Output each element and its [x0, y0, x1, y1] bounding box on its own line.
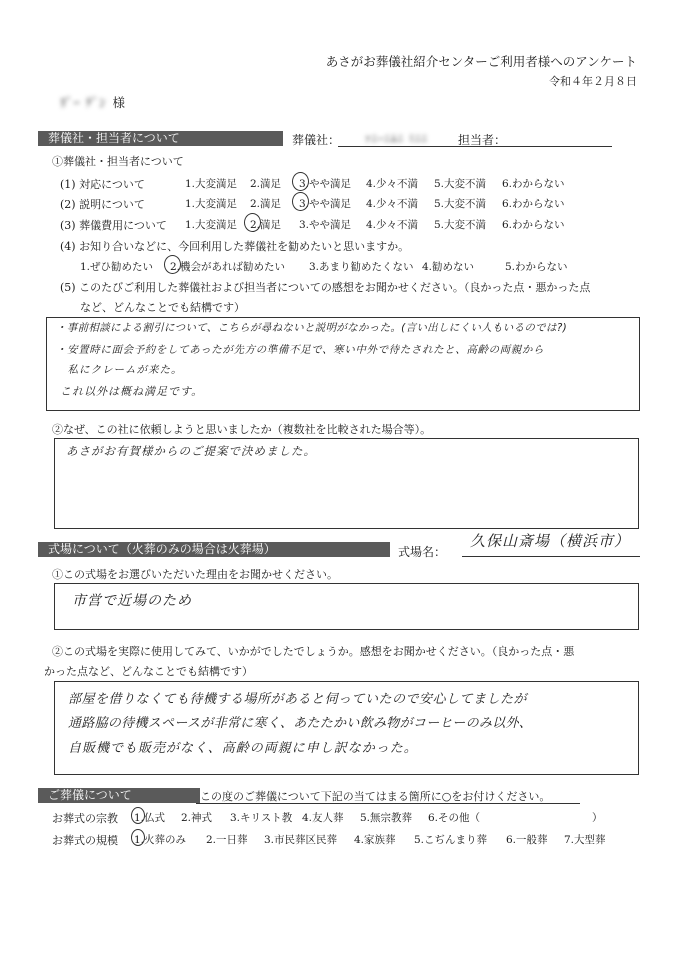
survey-date: 令和４年２月８日: [549, 75, 637, 88]
option: 3.市民葬区民葬: [264, 834, 338, 846]
handwritten-answer: ・安置時に面会予約をしてあったが先方の準備不足で、寒い中外で待たされたと、高齢の両親から: [56, 344, 545, 356]
handwritten-answer: あさがお有賀様からのご提案で決めました。: [66, 444, 316, 458]
row-label: (2) 説明について: [60, 198, 145, 211]
option: 4.少々不満: [366, 178, 419, 190]
religion-label: お葬式の宗教: [52, 812, 118, 825]
handwritten-answer: 通路脇の待機スペースが非常に寒く、あたたかい飲み物がコーヒーのみ以外、: [68, 716, 533, 731]
section-company-header: 葬儀社・担当者について: [38, 131, 283, 146]
option: 2.満足: [250, 198, 282, 210]
selected-circle: [292, 192, 309, 211]
option: 5.大変不満: [434, 198, 487, 210]
option: 1.大変満足: [185, 198, 238, 210]
option: 5.大変不満: [434, 219, 487, 231]
option: 2.満足: [250, 178, 282, 190]
company-underline: [338, 146, 612, 147]
handwritten-answer: 自販機でも販売がなく、高齢の両親に申し訳なかった。: [68, 741, 418, 756]
company-label: 葬儀社：: [292, 133, 341, 147]
handwritten-answer: 私にクレームが来た。: [56, 364, 183, 376]
q5-text: など、どんなことでも結構です）: [80, 301, 245, 314]
row-label: (3) 葬儀費用について: [60, 219, 167, 232]
selected-circle: [131, 829, 145, 846]
venue-q2-text: ②この式場を実際に使用してみて、いかがでしたでしょうか。感想をお聞かせください。（良かった点・悪: [52, 645, 575, 658]
option: 3.やや満足: [299, 178, 352, 190]
option: 5.無宗教葬: [360, 812, 413, 824]
option: 1.大変満足: [185, 219, 238, 231]
option: 3.キリスト教: [230, 812, 293, 824]
option: 6.わからない: [502, 198, 565, 210]
q5-text: (5) このたびご利用した葬儀社および担当者についての感想をお聞かせください。（良かった点・悪かった点: [60, 281, 591, 294]
funeral-instruction: この度のご葬儀について下記の当てはまる箇所に○をお付けください。: [200, 790, 551, 803]
row-label: (1) 対応について: [60, 178, 145, 191]
scale-label: お葬式の規模: [52, 834, 118, 847]
option: 6.その他（: [428, 812, 481, 824]
venue-underline: [462, 556, 640, 557]
option: 2.一日葬: [206, 834, 248, 846]
option: 3.やや満足: [299, 219, 352, 231]
option: 6.わからない: [502, 219, 565, 231]
company-redacted: ｧﾆｰﾆﾑﾆ ﾐﾆﾆ: [365, 132, 428, 145]
selected-circle: [164, 255, 181, 274]
venue-q1-title: ①この式場をお選びいただいた理由をお聞かせください。: [52, 568, 338, 581]
q2-title: ②なぜ、この社に依頼しようと思いましたか（複数社を比較された場合等）。: [52, 423, 432, 436]
redacted-name: ﾘﾞｰ ﾃﾞﾝ: [60, 95, 107, 110]
option: 4.友人葬: [302, 812, 344, 824]
option: 1.仏式: [134, 812, 166, 824]
handwritten-answer: 部屋を借りなくても待機する場所があると伺っていたので安心してましたが: [68, 692, 528, 707]
handwritten-answer: 市営で近場のため: [72, 593, 192, 609]
option: 2.満足: [250, 219, 282, 231]
section-funeral-header: ご葬儀について: [38, 788, 200, 803]
option: 1.大変満足: [185, 178, 238, 190]
survey-title: あさがお葬儀社紹介センターご利用者様へのアンケート: [325, 54, 637, 69]
venue-q2-text: かった点など、どんなことでも結構です）: [44, 665, 253, 678]
option: ）: [592, 812, 603, 824]
option: 3.やや満足: [299, 198, 352, 210]
venue-label: 式場名：: [398, 545, 447, 559]
selected-circle: [131, 807, 145, 824]
client-name: ﾘﾞｰ ﾃﾞﾝ 様: [60, 95, 125, 110]
option: 1.ぜひ勧めたい: [80, 261, 154, 273]
option: 4.少々不満: [366, 219, 419, 231]
section-venue-header: 式場について（火葬のみの場合は火葬場）: [38, 542, 390, 557]
option: 3.あまり勧めたくない: [309, 261, 414, 273]
selected-circle: [244, 213, 261, 232]
option: 4.家族葬: [354, 834, 396, 846]
option: 5.わからない: [505, 261, 568, 273]
option: 4.勧めない: [422, 261, 475, 273]
option: 7.大型葬: [564, 834, 606, 846]
venue-answer: 久保山斎場（横浜市）: [470, 532, 631, 550]
q4-text: (4) お知り合いなどに、今回利用した葬儀社を勧めたいと思いますか。: [60, 240, 410, 253]
option: 5.こぢんまり葬: [414, 834, 488, 846]
instruction-underline: [196, 803, 580, 804]
handwritten-answer: ・事前相談による割引について、こちらが尋ねないと説明がなかった。(言い出しにくい人もいるのでは?): [56, 322, 568, 334]
option: 5.大変不満: [434, 178, 487, 190]
option: 6.一般葬: [506, 834, 548, 846]
handwritten-answer: これ以外は概ね満足です。: [60, 385, 204, 398]
option: 2.神式: [181, 812, 213, 824]
staff-label: 担当者：: [458, 133, 507, 147]
option: 2.機会があれば勧めたい: [170, 261, 286, 273]
option: 1.火葬のみ: [134, 834, 187, 846]
selected-circle: [292, 172, 309, 191]
q1-title: ①葬儀社・担当者について: [52, 155, 184, 168]
option: 6.わからない: [502, 178, 565, 190]
option: 4.少々不満: [366, 198, 419, 210]
